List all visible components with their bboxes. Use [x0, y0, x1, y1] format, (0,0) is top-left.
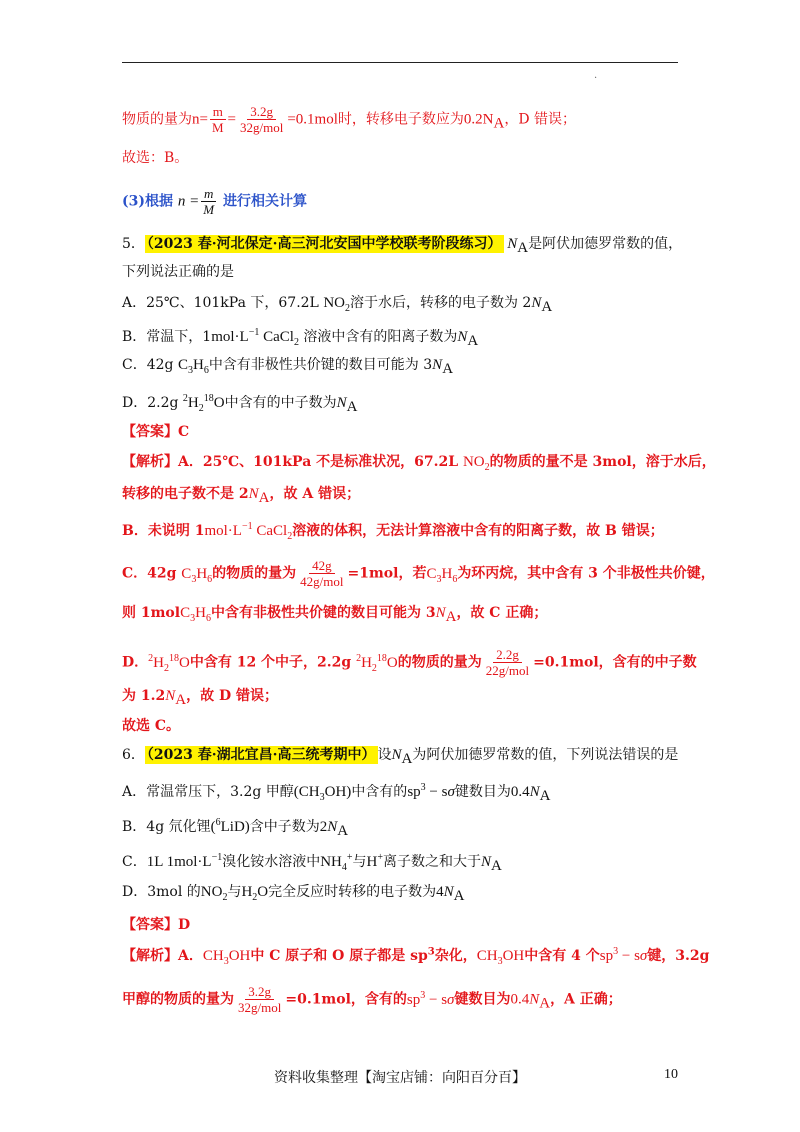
- numerator: m: [210, 104, 226, 120]
- text: 为阿伏加德罗常数的值，下列说法错误的是: [412, 747, 679, 763]
- q6-analysis-a-2: 甲醇的物质的量为 $\frac{3.2g}{\text{32g/mol}}$ =0.1mol，含有的$sp^3 - s\sigma$键数目为$0.4N_A$，A 正确；: [122, 984, 622, 1015]
- q5-answer: 【答案】C: [122, 424, 190, 440]
- q5-analysis-b: B．未说明 $1mol\cdot L^{-1}$ CaCl$_2$溶液的体积，无法计算溶液中含有的阳离子数，故 B 错误；: [122, 521, 664, 542]
- text: 中 C 原子和 O 原子都是 sp: [250, 948, 428, 964]
- q5-option-c: C．42g $C_3H_6$中含有非极性共价键的数目可能为 $3N_A$: [122, 357, 454, 377]
- text: 溶于水后，转移的电子数为 2: [349, 295, 532, 311]
- text: C．42g: [122, 565, 182, 582]
- text: 甲醇的物质的量为: [122, 991, 234, 1008]
- text: 为环丙烷，其中含有 3 个非极性共价键，: [457, 565, 715, 582]
- formula: n =: [177, 193, 200, 210]
- q6-answer: 【答案】D: [122, 917, 191, 933]
- text: ，故 D 错误；: [186, 688, 278, 704]
- q5-analysis-a: 【解析】A．25℃、101kPa 不是标准状况，67.2L $NO_2$的物质的量不是 3mol，溶于水后，: [122, 454, 716, 473]
- text: 中含有 12 个中子，2.2g: [189, 654, 357, 671]
- text: 的物质的量不是 3mol，溶于水后，: [489, 454, 716, 470]
- fraction: [235, 984, 284, 1015]
- header-dot: .: [594, 70, 598, 81]
- text: 键数目为: [454, 784, 511, 800]
- denominator: 22g/mol: [485, 663, 530, 678]
- denominator: 32g/mol: [240, 120, 284, 135]
- text: A．常温常压下，3.2g 甲醇: [122, 784, 294, 800]
- fraction: [297, 558, 346, 589]
- text: 时，转移电子数应为: [337, 111, 464, 128]
- q5-choice: 故选 C。: [122, 718, 181, 734]
- fraction-m-M: [200, 186, 217, 217]
- numerator: 42g: [309, 558, 335, 574]
- text: 杂化，: [434, 948, 477, 964]
- text: 离子数之和大于: [383, 854, 482, 870]
- text: B．常温下，1: [122, 329, 212, 345]
- text: ，D 错误；: [504, 111, 577, 128]
- q5-analysis-d-2: 为 $1.2N_A$，故 D 错误；: [122, 688, 278, 708]
- q5-analysis-c-2: 则 $1molC_3H_6$中含有非极性共价键的数目可能为 $3N_A$，故 C 正确；: [122, 605, 548, 625]
- text: =1mol，若: [347, 565, 427, 582]
- text: 的物质的量为: [397, 654, 482, 671]
- text: ，A 正确；: [550, 991, 622, 1008]
- text: (3)根据: [122, 193, 173, 210]
- text: 为 1.2: [122, 688, 166, 704]
- text: D．2.2g: [122, 395, 183, 411]
- text: =0.1mol，含有的: [285, 991, 407, 1008]
- text: 完全反应时转移的电子数为: [268, 884, 437, 900]
- text: 溶液中含有的阳离子数为: [298, 329, 458, 345]
- text: 的物质的量为: [212, 565, 297, 582]
- q5-analysis-a-2: 转移的电子数不是 $2N_A$，故 A 错误；: [122, 486, 361, 506]
- text: 设: [377, 747, 392, 763]
- q6-analysis-a: 【解析】A．$CH_3OH$中 C 原子和 O 原子都是 $sp^3$杂化，$CH_3OH$中含有 4 个$sp^3 - s\sigma$键，3.2g: [122, 946, 710, 967]
- numerator: 2.2g: [493, 647, 522, 663]
- text: 与: [227, 884, 242, 900]
- text: 物质的量为: [122, 111, 192, 128]
- fraction: [483, 647, 532, 678]
- q6-option-a: A．常温常压下，3.2g 甲醇$(CH_3OH)$中含有的$sp^3 - s\sigma$键数目为$0.4N_A$: [122, 782, 551, 804]
- q6-option-b: B．4g 氘化锂($^6$LiD)含中子数为$2N_A$: [122, 817, 349, 839]
- text: C．: [122, 854, 147, 870]
- prev-answer-line: 物质的量为n= $\frac{m}{M}$ = $\frac{3.2g}{\text{32g/mol}}$ =0.1mol时，转移电子数应为$0.2N_A$，D 错误；: [122, 104, 577, 135]
- numerator: 3.2g: [247, 104, 276, 120]
- text: 溶液的体积，无法计算溶液中含有的阳离子数，故 B 错误；: [292, 523, 664, 539]
- text: ，故 C 正确；: [456, 605, 548, 621]
- text: C．42g: [122, 357, 178, 373]
- fraction-m-M: [209, 104, 227, 135]
- numerator: 3.2g: [245, 984, 274, 1000]
- text: B．4g 氘化锂: [122, 819, 211, 835]
- text: 含中子数为: [249, 819, 320, 835]
- formula: n=: [192, 111, 208, 128]
- text: 是阿伏加德罗常数的值，: [528, 236, 683, 252]
- denominator: 32g/mol: [238, 1000, 282, 1015]
- q6-option-d: D．3mol 的$NO_2$与$H_2O$完全反应时转移的电子数为$4N_A$: [122, 884, 465, 904]
- text: 键，3.2g: [647, 948, 710, 964]
- text: D．3mol 的: [122, 884, 201, 900]
- text: B．未说明 1: [122, 523, 205, 539]
- text: 与: [352, 854, 367, 870]
- page-number: 10: [664, 1067, 678, 1082]
- q5-option-d: D．2.2g $^2H_2^{18}O$中含有的中子数为$N_A$: [122, 393, 358, 415]
- q6-option-c: C．1L $1mol\cdot L^{-1}$溴化铵水溶液中$NH_4^+$与H+离子数之和大于$N_A$: [122, 852, 502, 874]
- q5-analysis-c: C．42g $C_3H_6$的物质的量为 $\frac{42g}{\text{42g/mol}}$ =1mol，若$C_3H_6$为环丙烷，其中含有 3 个非极性共价键，: [122, 558, 715, 589]
- text: 中含有 4 个: [524, 948, 600, 964]
- text: A．25℃、101kPa 下，67.2L: [122, 295, 324, 311]
- q6-stem: 6． （2023 春·湖北宜昌·高三统考期中） 设$N_A$为阿伏加德罗常数的值，下列说法错误的是: [122, 747, 679, 767]
- text: 进行相关计算: [222, 193, 307, 210]
- text: 【解析】A．25℃、101kPa 不是标准状况，67.2L: [122, 454, 463, 470]
- prev-choice: 故选：B。: [122, 150, 189, 166]
- header-rule: [122, 62, 678, 63]
- text: =0.1mol: [287, 111, 338, 128]
- q5-option-a: A．25℃、101kPa 下，67.2L $NO_2$溶于水后，转移的电子数为 $2N_A$: [122, 295, 553, 315]
- q5-stem: 5． （2023 春·河北保定·高三河北安国中学校联考阶段练习） $N_A$是阿伏加德罗常数的值，: [122, 236, 683, 256]
- text: 中含有非极性共价键的数目可能为 3: [208, 357, 433, 373]
- text: 键数目为: [454, 991, 511, 1008]
- question-number: 6．: [122, 747, 145, 763]
- q5-option-b: B．常温下，$1mol\cdot L^{-1}$ CaCl$_2$ 溶液中含有的阳离子数为$N_A$: [122, 327, 479, 349]
- text: 中含有的中子数为: [224, 395, 337, 411]
- text: =0.1mol，含有的中子数: [533, 654, 697, 671]
- source-highlight: （2023 春·湖北宜昌·高三统考期中）: [146, 747, 376, 763]
- text: 中含有非极性共价键的数目可能为 3: [210, 605, 436, 621]
- formula: 0.2N: [463, 111, 494, 128]
- text: ，故 A 错误；: [269, 486, 361, 502]
- q5-stem-2: 下列说法正确的是: [122, 264, 234, 280]
- text: D．: [122, 654, 149, 671]
- text: 【解析】A．: [122, 948, 203, 964]
- text: 转移的电子数不是 2: [122, 486, 249, 502]
- text: 则 1mol: [122, 605, 181, 621]
- denominator: M: [203, 202, 215, 217]
- denominator: 42g/mol: [300, 574, 344, 589]
- text: =: [227, 111, 236, 128]
- numerator: m: [201, 186, 216, 202]
- text: 溴化铵水溶液中: [222, 854, 321, 870]
- fraction-mass: [237, 104, 286, 135]
- footer-text: 资料收集整理【淘宝店铺：向阳百分百】: [274, 1070, 526, 1086]
- q5-analysis-d: D．$^2H_2^{18}O$中含有 12 个中子，2.2g $^2H_2^{18}O$的物质的量为 $\frac{2.2g}{\text{22g/mol}}$ =0.1mol，含有的中子数: [122, 647, 697, 678]
- source-highlight: （2023 春·河北保定·高三河北安国中学校联考阶段练习）: [146, 236, 502, 252]
- question-number: 5．: [122, 236, 145, 252]
- section-heading: [122, 186, 307, 217]
- text: 中含有的: [351, 784, 408, 800]
- denominator: M: [211, 120, 224, 135]
